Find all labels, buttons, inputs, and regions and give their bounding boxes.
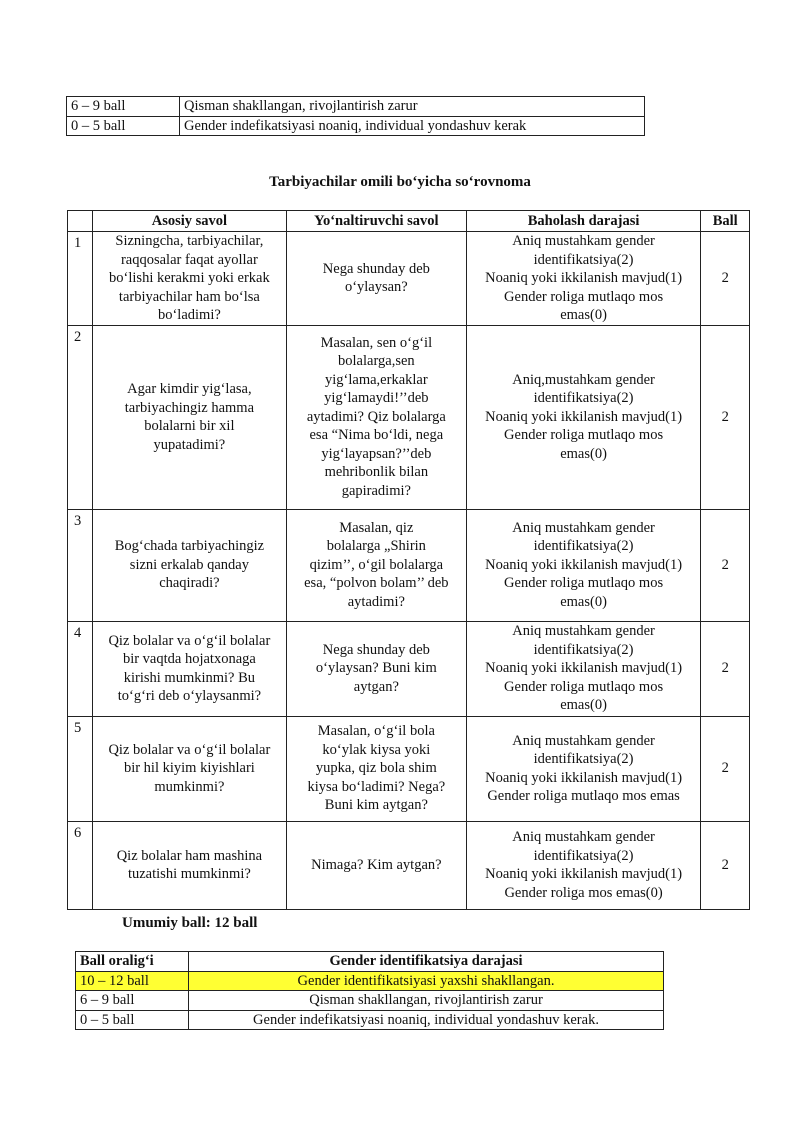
header-baholash: Baholash darajasi (466, 211, 701, 232)
baholash-cell (466, 821, 701, 909)
cell-line: Sizningcha, tarbiyachilar, (115, 233, 264, 249)
level-cell: Gender indefikatsiyasi noaniq, individual yondashuv kerak. (189, 1010, 664, 1030)
cell-line: aytadimi? (347, 593, 405, 610)
cell-line: Masalan, sen o‘g‘il (320, 334, 433, 351)
cell-line: yupatadimi? (153, 436, 226, 453)
cell-line: identifikatsiya(2) (533, 390, 634, 407)
row-number: 5 (68, 716, 93, 821)
table-row (68, 821, 750, 909)
ball-cell: 2 (701, 509, 750, 621)
cell-line: bir hil kiyim kiyishlari (123, 760, 255, 777)
cell-line: Aniq mustahkam gender (512, 519, 655, 536)
range-cell: 0 – 5 ball (76, 1010, 189, 1030)
header-ball: Ball (701, 211, 750, 232)
cell-line: Aniq mustahkam gender (512, 732, 655, 749)
table-row (68, 621, 750, 716)
ball-cell: 2 (701, 821, 750, 909)
cell-line: Bog‘chada tarbiyachingiz (114, 538, 265, 555)
table-row (68, 325, 750, 509)
table-row (76, 991, 664, 1011)
header-yonaltiruvchi: Yo‘naltiruvchi savol (286, 211, 466, 232)
cell-line: Masalan, qiz (339, 519, 414, 536)
row-number: 2 (68, 325, 93, 509)
table-row (68, 716, 750, 821)
table-row (68, 509, 750, 621)
cell-line: identifikatsiya(2) (533, 251, 634, 268)
cell-line: aytgan? (353, 678, 399, 695)
cell-line: identifikatsiya(2) (533, 847, 634, 864)
cell-line: Buni kim aytgan? (324, 797, 428, 814)
cell-line: mehribonlik bilan (324, 464, 429, 481)
range-cell: 6 – 9 ball (67, 97, 180, 117)
header-asosiy: Asosiy savol (92, 211, 286, 232)
cell-line: Nimaga? Kim aytgan? (311, 856, 442, 873)
cell-line: tuzatishi mumkinmi? (127, 866, 251, 882)
level-cell: Qisman shakllangan, rivojlantirish zarur (189, 991, 664, 1011)
baholash-cell (466, 621, 701, 716)
asosiy-cell (92, 325, 286, 509)
cell-line: bolalarga,sen (338, 353, 415, 370)
cell-line: emas(0) (560, 697, 607, 714)
cell-line: Noaniq yoki ikkilanish mavjud(1) (485, 270, 683, 286)
yonaltiruvchi-cell (286, 232, 466, 326)
survey-title: Tarbiyachilar omili bo‘yicha so‘rovnoma (269, 174, 531, 190)
cell-line: o‘ylaysan? (344, 279, 408, 296)
cell-line: Noaniq yoki ikkilanish mavjud(1) (485, 408, 683, 425)
cell-line: emas(0) (560, 593, 607, 610)
cell-line: Masalan, o‘g‘il bola (317, 723, 435, 740)
ball-cell: 2 (701, 621, 750, 716)
cell-line: kirishi mumkinmi? Bu (123, 669, 256, 686)
cell-line: qizim’’, o‘gil bolalarga (309, 556, 444, 573)
ball-cell: 2 (701, 232, 750, 326)
asosiy-cell (92, 621, 286, 716)
cell-line: emas(0) (560, 445, 607, 462)
table-row (68, 232, 750, 326)
cell-line: tarbiyachilar ham bo‘lsa (118, 288, 260, 305)
range-cell: 10 – 12 ball (76, 971, 189, 991)
row-number: 3 (68, 509, 93, 621)
cell-line: bo‘lishi kerakmi yoki erkak (109, 270, 270, 286)
cell-line: Gender roliga mos emas(0) (504, 884, 663, 901)
cell-line: gapiradimi? (341, 482, 411, 499)
cell-line: identifikatsiya(2) (533, 641, 634, 658)
table-row (76, 1010, 664, 1030)
cell-line: ko‘ylak kiysa yoki (322, 741, 431, 758)
cell-line: Aniq mustahkam gender (512, 233, 655, 249)
cell-line: o‘ylaysan? Buni kim (315, 660, 437, 677)
cell-line: yig‘lama,erkaklar (325, 371, 428, 388)
cell-line: mumkinmi? (154, 778, 225, 795)
cell-line: kiysa bo‘ladimi? Nega? (307, 778, 446, 795)
cell-line: Aniq mustahkam gender (512, 623, 655, 640)
cell-line: Noaniq yoki ikkilanish mavjud(1) (485, 866, 683, 882)
ball-cell: 2 (701, 325, 750, 509)
cell-line: identifikatsiya(2) (533, 538, 634, 555)
cell-line: yupka, qiz bola shim (315, 760, 437, 777)
bottom-scoring-table (75, 951, 664, 1030)
yonaltiruvchi-cell (286, 821, 466, 909)
asosiy-cell (92, 821, 286, 909)
row-number: 1 (68, 232, 93, 326)
yonaltiruvchi-cell (286, 509, 466, 621)
cell-line: tarbiyachingiz hamma (124, 399, 255, 416)
asosiy-cell (92, 509, 286, 621)
description-cell: Gender indefikatsiyasi noaniq, individual yondashuv kerak (180, 116, 645, 136)
survey-table (67, 210, 750, 910)
cell-line: Gender roliga mutlaqo mos (504, 288, 664, 305)
cell-line: bo‘ladimi? (157, 307, 221, 323)
range-cell: 6 – 9 ball (76, 991, 189, 1011)
cell-line: raqqosalar faqat ayollar (120, 251, 258, 268)
cell-line: Gender roliga mutlaqo mos (504, 427, 664, 444)
cell-line: Noaniq yoki ikkilanish mavjud(1) (485, 660, 683, 677)
cell-line: identifikatsiya(2) (533, 751, 634, 767)
row-number: 6 (68, 821, 93, 909)
cell-line: Noaniq yoki ikkilanish mavjud(1) (485, 769, 683, 786)
cell-line: yig‘layapsan?’’deb (321, 445, 432, 462)
cell-line: Nega shunday deb (322, 260, 430, 277)
row-number: 4 (68, 621, 93, 716)
top-scoring-table (66, 96, 645, 136)
cell-line: yig‘lamaydi!’’deb (324, 390, 429, 407)
description-cell: Qisman shakllangan, rivojlantirish zarur (180, 97, 645, 117)
cell-line: Noaniq yoki ikkilanish mavjud(1) (485, 556, 683, 573)
cell-line: to‘g‘ri deb o‘ylaysanmi? (117, 688, 262, 704)
cell-line: Gender roliga mutlaqo mos (504, 575, 664, 592)
table-row (67, 97, 645, 117)
ball-cell: 2 (701, 716, 750, 821)
asosiy-cell (92, 232, 286, 326)
cell-line: esa “Nima bo‘ldi, nega (309, 427, 444, 444)
yonaltiruvchi-cell (286, 716, 466, 821)
total-score: Umumiy ball: 12 ball (122, 915, 258, 931)
header-range: Ball oralig‘i (76, 952, 189, 972)
cell-line: bolalarga „Shirin (326, 538, 426, 555)
cell-line: Nega shunday deb (322, 641, 430, 658)
baholash-cell (466, 232, 701, 326)
baholash-cell (466, 325, 701, 509)
cell-line: emas(0) (560, 307, 607, 323)
cell-line: Qiz bolalar va o‘g‘il bolalar (108, 741, 271, 758)
baholash-cell (466, 716, 701, 821)
header-row (68, 211, 750, 232)
table-row-highlighted (76, 971, 664, 991)
cell-line: bolalarni bir xil (144, 418, 235, 434)
cell-line: Gender roliga mutlaqo mos emas (487, 788, 680, 804)
cell-line: chaqiradi? (159, 575, 220, 592)
cell-line: Aniq mustahkam gender (512, 829, 655, 845)
header-row (76, 952, 664, 972)
table-row (67, 116, 645, 136)
yonaltiruvchi-cell (286, 325, 466, 509)
asosiy-cell (92, 716, 286, 821)
baholash-cell (466, 509, 701, 621)
cell-line: Gender roliga mutlaqo mos (504, 678, 664, 695)
cell-line: Agar kimdir yig‘lasa, (127, 381, 252, 397)
cell-line: bir vaqtda hojatxonaga (122, 651, 256, 667)
cell-line: sizni erkalab qanday (129, 556, 249, 573)
cell-line: aytadimi? Qiz bolalarga (306, 408, 446, 425)
yonaltiruvchi-cell (286, 621, 466, 716)
cell-line: Qiz bolalar va o‘g‘il bolalar (108, 632, 271, 649)
range-cell: 0 – 5 ball (67, 116, 180, 136)
cell-line: esa, “polvon bolam’’ deb (304, 575, 449, 592)
level-cell: Gender identifikatsiyasi yaxshi shakllangan. (189, 971, 664, 991)
cell-line: Aniq,mustahkam gender (512, 371, 655, 388)
cell-line: Qiz bolalar ham mashina (116, 847, 263, 864)
header-level: Gender identifikatsiya darajasi (189, 952, 664, 972)
survey-body (68, 232, 750, 910)
header-num (68, 211, 93, 232)
